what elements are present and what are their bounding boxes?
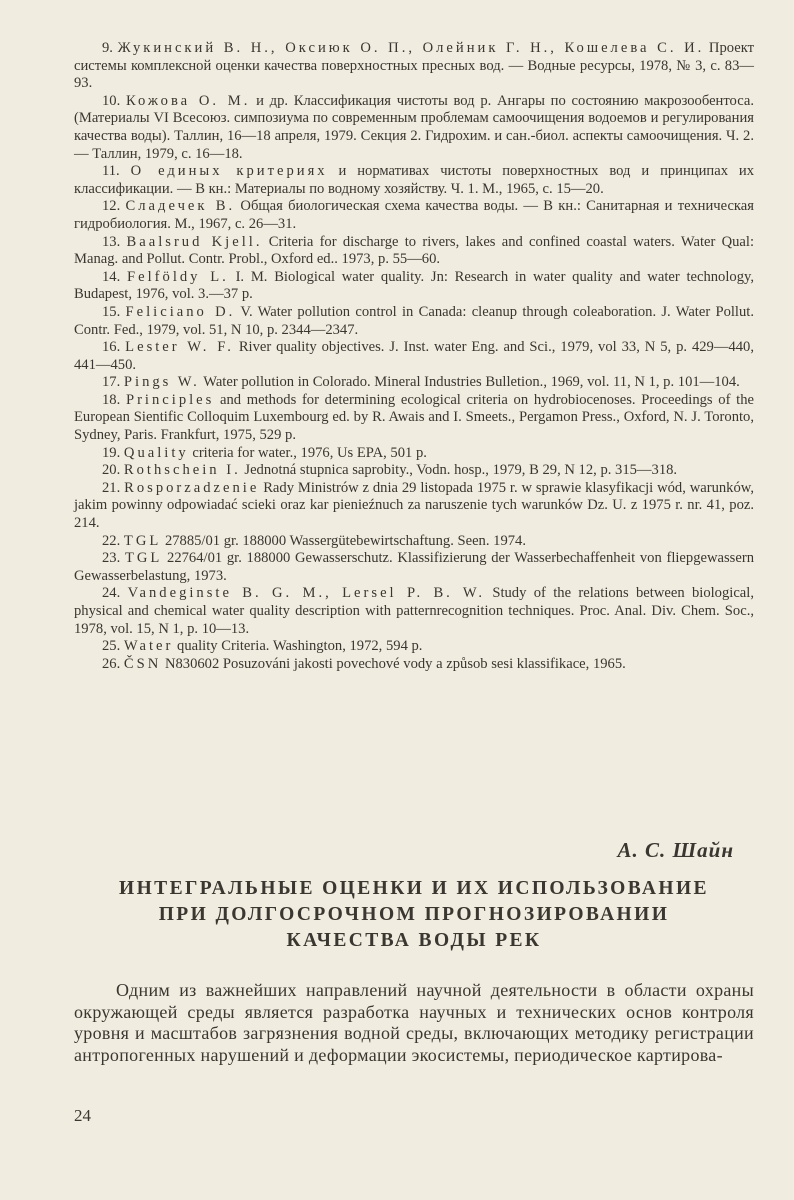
reference-item: 26. ČSN N830602 Posuzováni jakosti povechové vody a způsob sesi klassifikace, 1965. [102,655,626,672]
reference-item: 15. Feliciano D. V. Water pollution control in Canada: cleanup through coleaboration. J. Water Pollut. Contr. Fed., 1979, vol. 51, N 10, p. 2344—2347. [74,303,754,338]
reference-item: 13. Baalsrud Kjell. Criteria for discharge to rivers, lakes and confined coastal waters. Water Qual: Manag. and Pollut. Contr. Probl., Oxford ed.. 1973, p. 55—60. [74,233,755,268]
reference-item: 12. Сладечек В. Общая биологическая схема качества воды. — В кн.: Санитарная и техническая гидробиология. М., 1967, с. 26—31. [74,198,754,232]
reference-item: 16. Lester W. F. River quality objectives. J. Inst. water Eng. and Sci., 1979, vol 33, N 5, p. 429—440, 441—450. [74,339,754,373]
reference-item: 23. TGL 22764/01 gr. 188000 Gewasserschutz. Klassifizierung der Wasserbechaffenheit von fliepgewassern Gewasserbelastung, 1973. [74,550,754,584]
reference-item: 22. TGL 27885/01 gr. 188000 Wassergütebewirtschaftung. Seen. 1974. [102,532,526,549]
page-number: 24 [74,1106,91,1125]
reference-item: 21. Rosporzadzenie Rady Ministrów z dnia 29 listopada 1975 r. w sprawie klasyfikacji wód, warunków, jakim powinny odpowiadać scieki oraz kar pienieźnuch za naruszenie tych warunków Dz. U. z 1975 r. nr. 41, poz. 214. [74,479,755,532]
reference-item: 19. Quality criteria for water., 1976, Us EPA, 501 p. [102,444,427,461]
reference-item: 11. О единых критериях и нормативах чистоты поверхностных вод и принципах их классификации. — В кн.: Материалы по водному хозяйству. Ч. 1. М., 1965, с. 15—20. [74,163,755,197]
title-line: ПРИ ДОЛГОСРОЧНОМ ПРОГНОЗИРОВАНИИ [158,904,670,925]
reference-item: 17. Pings W. Water pollution in Colorado. Mineral Industries Bulletion., 1969, vol. 11, N 1, p. 101—104. [102,374,740,391]
article-body-paragraph: Одним из важнейших направлений научной деятельности в области охраны окружающей среды является разработка научных и технических основ контроля уровня и масштабов загрязнения водной среды, включающих методику регистрации антропогенных нарушений и деформации экосистемы, периодическое картирова- [74,980,754,1065]
reference-item: 20. Rothschein I. Jednotná stupnica saprobity., Vodn. hosp., 1979, B 29, N 12, p. 315—318. [102,462,678,479]
article-title [74,876,754,954]
reference-item: 24. Vandeginste B. G. M., Lersel P. B. W. Study of the relations between biological, physical and chemical water quality description with patternrecognition techniques. Proc. Anal. Div. Chem. Soc., 1978, vol. 15, N 1, p. 10—13. [74,585,754,637]
title-line: ИНТЕГРАЛЬНЫЕ ОЦЕНКИ И ИХ ИСПОЛЬЗОВАНИЕ [119,878,709,899]
reference-item: 25. Water quality Criteria. Washington, 1972, 594 p. [102,638,423,655]
reference-item: 18. Principles and methods for determining ecological criteria on hydrobiocenoses. Proceedings of the European Sientific Colloquim Luxembourg ed. by R. Awais and I. Smeets., Pergamon Press., Oxford, N. J. Toronto, Sydney, Paris. Frankfurt, 1975, 529 p. [74,391,754,444]
reference-item: 14. Felföldy L. I. M. Biological water quality. Jn: Research in water quality and water technology, Budapest, 1976, vol. 3.—37 p. [74,268,755,303]
reference-item: 9. Жукинский В. Н., Оксиюк О. П., Олейник Г. Н., Кошелева С. И. Проект системы комплексной оценки качества поверхностных пресных вод. — Водные ресурсы, 1978, № 3, с. 83—93. [74,40,754,92]
article-author: А. С. Шайн [617,838,734,862]
title-line: КАЧЕСТВА ВОДЫ РЕК [286,930,542,951]
reference-list [74,40,754,673]
reference-item: 10. Кожова О. М. и др. Классификация чистоты вод р. Ангары по состоянию макрозообентоса. (Материалы VI Всесоюз. симпозиума по современным проблемам самоочищения водоемов и регулирования качества воды). Таллин, 16—18 апреля, 1979. Секция 2. Гидрохим. и сан.-биол. аспекты самоочищения. Ч. 2. — Таллин, 1979, с. 16—18. [74,92,754,162]
